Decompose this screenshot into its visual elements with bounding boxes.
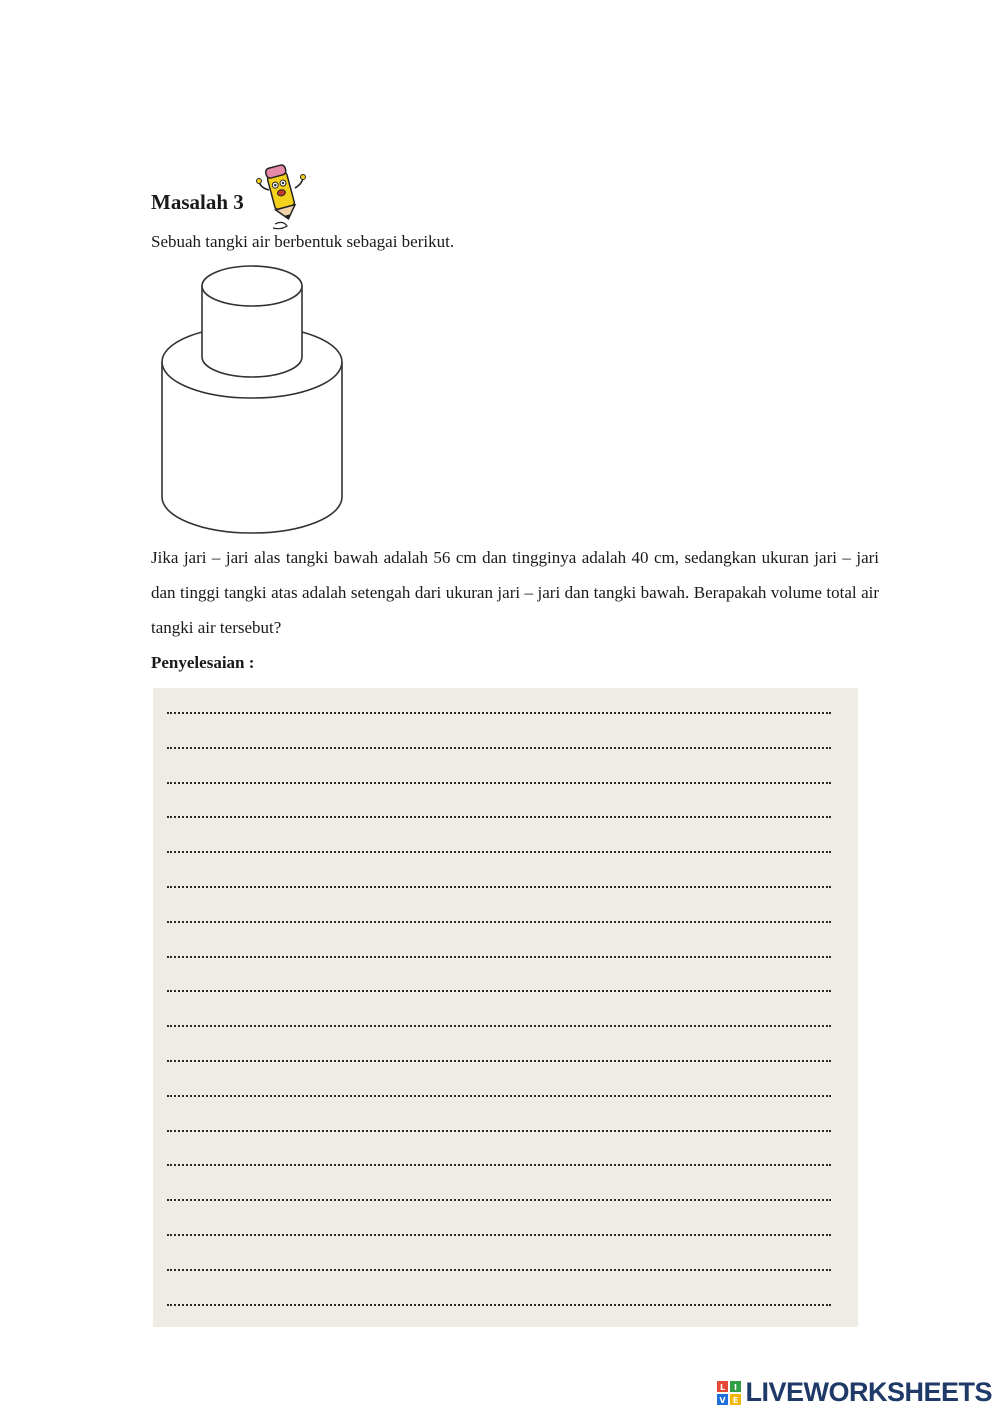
answer-line[interactable]: [167, 1060, 831, 1062]
pencil-mascot-icon: [255, 160, 307, 230]
answer-line[interactable]: [167, 1164, 831, 1166]
svg-text:I: I: [734, 1382, 738, 1392]
problem-intro: Sebuah tangki air berbentuk sebagai berikut.: [151, 232, 455, 251]
answer-line[interactable]: [167, 956, 831, 958]
answer-line[interactable]: [167, 886, 831, 888]
problem-statement: Jika jari – jari alas tangki bawah adalah 56 cm dan tingginya adalah 40 cm, sedangkan ukuran jari – jari dan tinggi tangki atas adalah setengah dari ukuran jari – jari dan tangki bawah. Berapakah volume total air tangki air tersebut?: [151, 548, 879, 637]
svg-text:E: E: [733, 1395, 739, 1405]
answer-line[interactable]: [167, 712, 831, 714]
liveworksheets-logo-icon: [717, 1381, 741, 1405]
answer-area[interactable]: [153, 688, 858, 1327]
answer-line[interactable]: [167, 782, 831, 784]
answer-line[interactable]: [167, 1025, 831, 1027]
svg-text:V: V: [719, 1395, 727, 1405]
answer-line[interactable]: [167, 816, 831, 818]
solution-label: Penyelesaian :: [151, 653, 255, 672]
brand-name: LIVEWORKSHEETS: [745, 1377, 992, 1407]
answer-line[interactable]: [167, 1304, 831, 1306]
answer-line[interactable]: [167, 1095, 831, 1097]
answer-line[interactable]: [167, 1234, 831, 1236]
answer-line[interactable]: [167, 1199, 831, 1201]
svg-text:L: L: [720, 1382, 726, 1392]
answer-line[interactable]: [167, 990, 831, 992]
answer-line[interactable]: [167, 851, 831, 853]
problem-title: Masalah 3: [151, 190, 244, 214]
answer-line[interactable]: [167, 1269, 831, 1271]
answer-line[interactable]: [167, 747, 831, 749]
brand-footer: [717, 1377, 992, 1408]
stacked-cylinder-tank-figure: [150, 262, 355, 542]
answer-line[interactable]: [167, 921, 831, 923]
answer-line[interactable]: [167, 1130, 831, 1132]
